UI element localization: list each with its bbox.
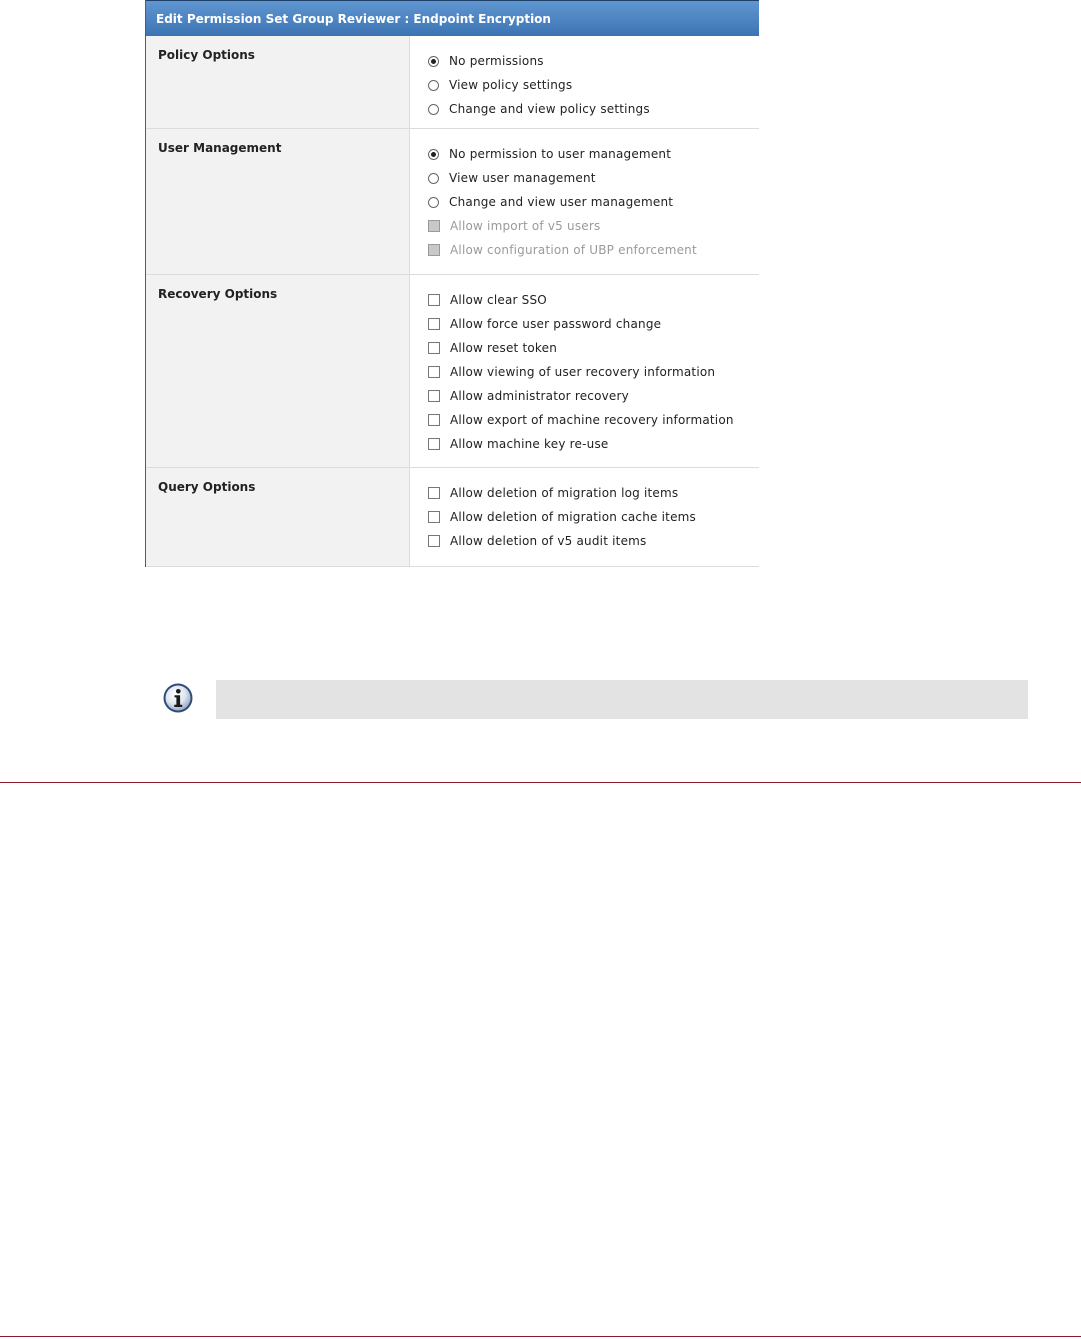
checkbox[interactable] [428,318,440,330]
radio-button[interactable] [428,173,439,184]
option-label: Allow machine key re-use [450,437,609,451]
option-label: View policy settings [449,78,573,92]
option-allow-force-password-change[interactable] [410,312,759,336]
option-label: Allow viewing of user recovery information [450,365,716,379]
option-allow-export-machine-recovery[interactable] [410,408,759,432]
option-label: Allow administrator recovery [450,389,629,403]
option-allow-deletion-migration-log[interactable] [410,481,759,505]
checkbox [428,220,440,232]
info-note [162,680,1028,719]
section-recovery-options [146,275,759,468]
radio-button[interactable] [428,104,439,115]
option-change-and-view-policy-settings[interactable] [410,97,759,121]
option-allow-machine-key-reuse[interactable] [410,432,759,456]
section-user-management [146,129,759,275]
option-view-user-management[interactable] [410,166,759,190]
radio-button[interactable] [428,149,439,160]
checkbox[interactable] [428,438,440,450]
option-allow-import-v5-users [410,214,759,238]
checkbox[interactable] [428,511,440,523]
option-allow-deletion-migration-cache[interactable] [410,505,759,529]
options-list [410,275,759,467]
checkbox[interactable] [428,535,440,547]
option-label: Change and view policy settings [449,102,650,116]
section-label: Query Options [146,468,410,566]
option-label: Allow reset token [450,341,558,355]
option-view-policy-settings[interactable] [410,73,759,97]
option-allow-administrator-recovery[interactable] [410,384,759,408]
option-label: Allow deletion of migration log items [450,486,679,500]
section-label: Recovery Options [146,275,410,467]
checkbox[interactable] [428,487,440,499]
option-label: No permission to user management [449,147,672,161]
options-list [410,36,759,128]
option-change-and-view-user-management[interactable] [410,190,759,214]
section-query-options [146,468,759,567]
option-label: Allow force user password change [450,317,662,331]
permission-set-panel [145,0,759,567]
divider-rule-top [0,782,1081,783]
option-label: Allow clear SSO [450,293,547,307]
option-label: No permissions [449,54,544,68]
checkbox[interactable] [428,414,440,426]
option-label: Allow deletion of v5 audit items [450,534,647,548]
section-label: Policy Options [146,36,410,128]
section-label: User Management [146,129,410,274]
radio-button[interactable] [428,80,439,91]
option-label: View user management [449,171,596,185]
checkbox[interactable] [428,342,440,354]
checkbox[interactable] [428,294,440,306]
checkbox[interactable] [428,390,440,402]
option-allow-configuration-ubp-enforcement [410,238,759,262]
option-label: Allow deletion of migration cache items [450,510,696,524]
dialog-title: Edit Permission Set Group Reviewer : Endpoint Encryption [146,0,759,36]
note-text [216,680,1028,719]
option-label: Allow configuration of UBP enforcement [450,243,697,257]
option-label: Change and view user management [449,195,674,209]
divider-rule-bottom [0,1336,1081,1337]
options-list [410,468,759,566]
option-allow-deletion-v5-audit[interactable] [410,529,759,553]
option-allow-clear-sso[interactable] [410,288,759,312]
checkbox[interactable] [428,366,440,378]
checkbox [428,244,440,256]
radio-button[interactable] [428,197,439,208]
radio-button[interactable] [428,56,439,67]
option-label: Allow import of v5 users [450,219,601,233]
option-no-permission-user-management[interactable] [410,142,759,166]
option-allow-reset-token[interactable] [410,336,759,360]
info-icon [162,682,194,714]
option-no-permissions[interactable] [410,49,759,73]
options-list [410,129,759,274]
option-allow-viewing-user-recovery[interactable] [410,360,759,384]
option-label: Allow export of machine recovery information [450,413,734,427]
section-policy-options [146,36,759,129]
